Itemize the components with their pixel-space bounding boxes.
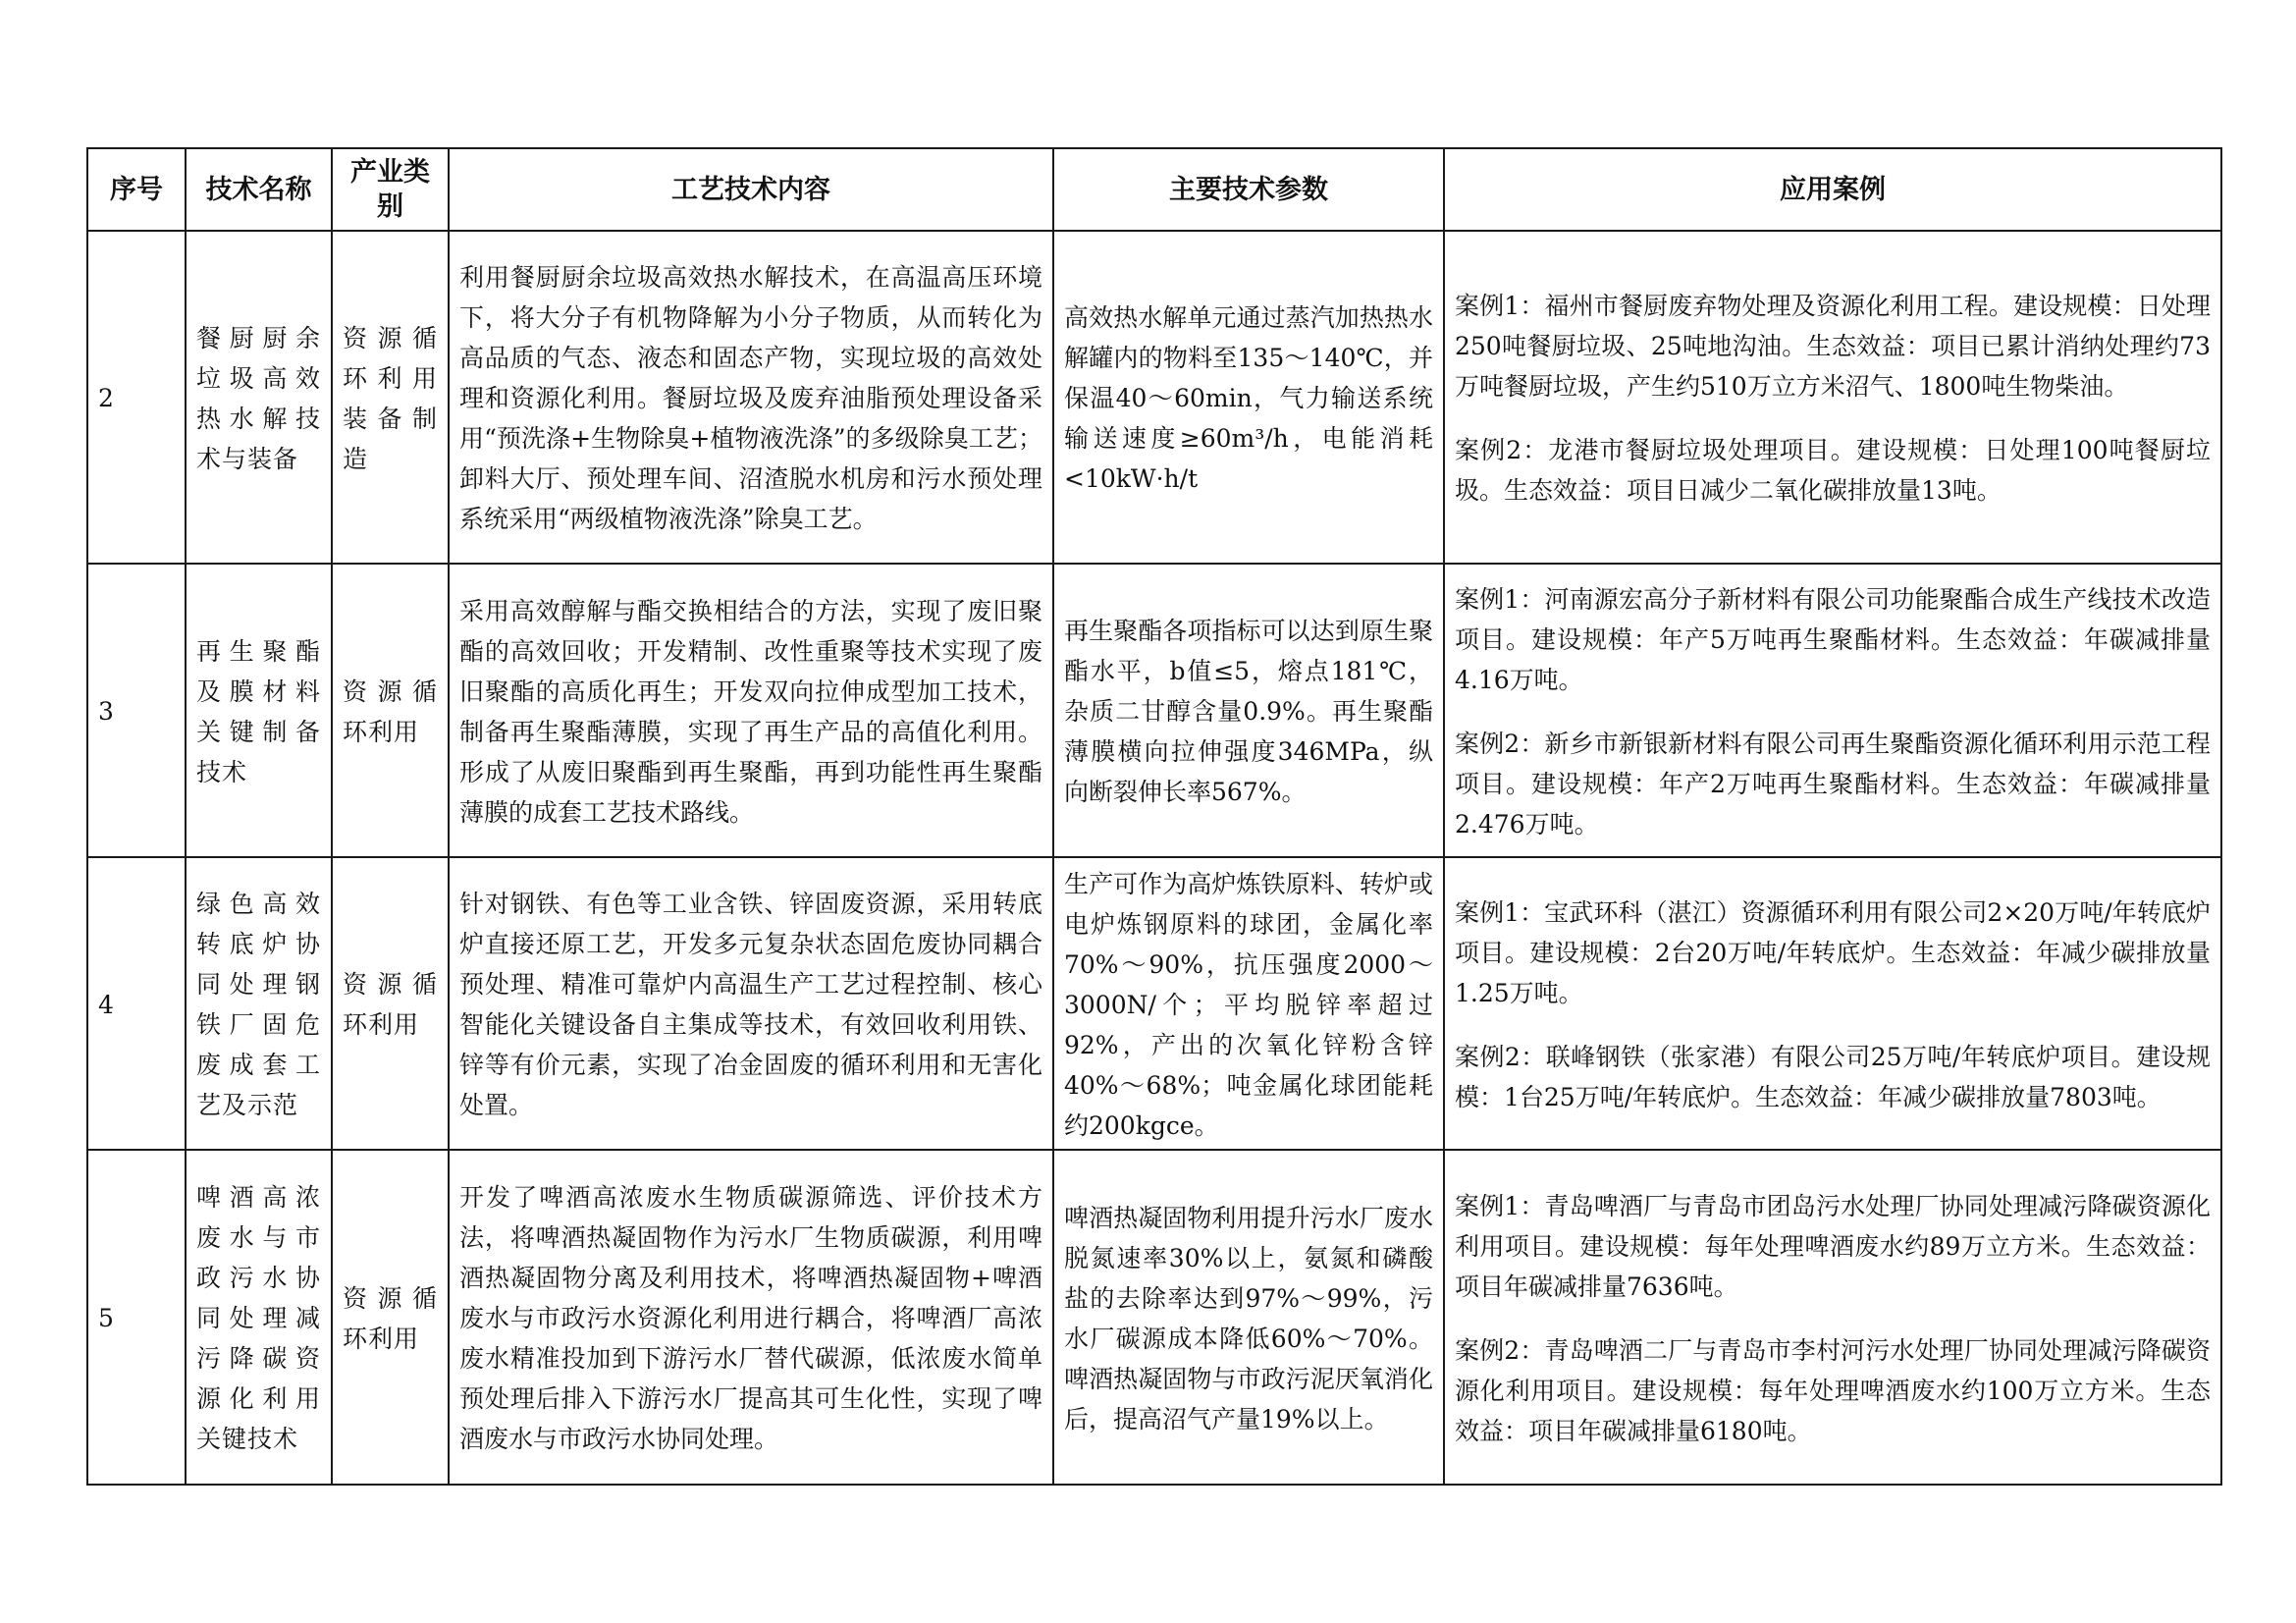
application-cases-cell <box>1444 231 2221 564</box>
technical-parameters-cell: 再生聚酯各项指标可以达到原生聚酯水平，b值≤5，熔点181℃，杂质二甘醇含量0.9%。再生聚酯薄膜横向拉伸强度346MPa，纵向断裂伸长率567%。 <box>1053 564 1444 857</box>
table-row <box>87 857 2221 1150</box>
table-row <box>87 231 2221 564</box>
technology-table <box>86 147 2222 1486</box>
industry-category-cell: 资源循环利用 <box>332 1150 449 1485</box>
table-row <box>87 564 2221 857</box>
application-cases-cell <box>1444 564 2221 857</box>
header-technology-name: 技术名称 <box>186 148 332 231</box>
table-row <box>87 1150 2221 1485</box>
case-1: 案例1：青岛啤酒厂与青岛市团岛污水处理厂协同处理减污降碳资源化利用项目。建设规模：每年处理啤酒废水约89万立方米。生态效益：项目年碳减排量7636吨。 <box>1455 1191 2211 1301</box>
process-content-cell: 开发了啤酒高浓废水生物质碳源筛选、评价技术方法，将啤酒热凝固物作为污水厂生物质碳源，利用啤酒热凝固物分离及利用技术，将啤酒热凝固物+啤酒废水与市政污水资源化利用进行耦合，将啤酒厂高浓废水精准投加到下游污水厂替代碳源，低浓废水简单预处理后排入下游污水厂提高其可生化性，实现了啤酒废水与市政污水协同处理。 <box>449 1150 1053 1485</box>
header-application-cases: 应用案例 <box>1444 148 2221 231</box>
technical-parameters-cell: 啤酒热凝固物利用提升污水厂废水脱氮速率30%以上，氨氮和磷酸盐的去除率达到97%～99%，污水厂碳源成本降低60%～70%。啤酒热凝固物与市政污泥厌氧消化后，提高沼气产量19%以上。 <box>1053 1150 1444 1485</box>
case-2: 案例2：青岛啤酒二厂与青岛市李村河污水处理厂协同处理减污降碳资源化利用项目。建设规模：每年处理啤酒废水约100万立方米。生态效益：项目年碳减排量6180吨。 <box>1455 1335 2211 1445</box>
header-process-content: 工艺技术内容 <box>449 148 1053 231</box>
serial-number-cell: 4 <box>87 857 186 1150</box>
header-industry-category: 产业类别 <box>332 148 449 231</box>
technology-name-cell: 再生聚酯及膜材料关键制备技术 <box>186 564 332 857</box>
technology-name-cell: 啤酒高浓废水与市政污水协同处理减污降碳资源化利用关键技术 <box>186 1150 332 1485</box>
technology-name-cell: 绿色高效转底炉协同处理钢铁厂固危废成套工艺及示范 <box>186 857 332 1150</box>
industry-category-cell: 资源循环利用装备制造 <box>332 231 449 564</box>
technology-name-cell: 餐厨厨余垃圾高效热水解技术与装备 <box>186 231 332 564</box>
case-2: 案例2：龙港市餐厨垃圾处理项目。建设规模：日处理100吨餐厨垃圾。生态效益：项目日减少二氧化碳排放量13吨。 <box>1455 436 2211 505</box>
industry-category-cell: 资源循环利用 <box>332 564 449 857</box>
process-content-cell: 利用餐厨厨余垃圾高效热水解技术，在高温高压环境下，将大分子有机物降解为小分子物质，从而转化为高品质的气态、液态和固态产物，实现垃圾的高效处理和资源化利用。餐厨垃圾及废弃油脂预处理设备采用“预洗涤+生物除臭+植物液洗涤”的多级除臭工艺；卸料大厅、预处理车间、沼渣脱水机房和污水预处理系统采用“两级植物液洗涤”除臭工艺。 <box>449 231 1053 564</box>
technical-parameters-cell: 生产可作为高炉炼铁原料、转炉或电炉炼钢原料的球团，金属化率70%～90%，抗压强度2000～3000N/个；平均脱锌率超过92%，产出的次氧化锌粉含锌40%～68%；吨金属化球团能耗约200kgce。 <box>1053 857 1444 1150</box>
process-content-cell: 采用高效醇解与酯交换相结合的方法，实现了废旧聚酯的高效回收；开发精制、改性重聚等技术实现了废旧聚酯的高质化再生；开发双向拉伸成型加工技术，制备再生聚酯薄膜，实现了再生产品的高值化利用。形成了从废旧聚酯到再生聚酯，再到功能性再生聚酯薄膜的成套工艺技术路线。 <box>449 564 1053 857</box>
header-technical-parameters: 主要技术参数 <box>1053 148 1444 231</box>
table-header-row <box>87 148 2221 231</box>
application-cases-cell <box>1444 1150 2221 1485</box>
serial-number-cell: 2 <box>87 231 186 564</box>
header-serial-number: 序号 <box>87 148 186 231</box>
case-1: 案例1：福州市餐厨废弃物处理及资源化利用工程。建设规模：日处理250吨餐厨垃圾、25吨地沟油。生态效益：项目已累计消纳处理约73万吨餐厨垃圾，产生约510万立方米沼气、1800吨生物柴油。 <box>1455 292 2211 401</box>
process-content-cell: 针对钢铁、有色等工业含铁、锌固废资源，采用转底炉直接还原工艺，开发多元复杂状态固危废协同耦合预处理、精准可靠炉内高温生产工艺过程控制、核心智能化关键设备自主集成等技术，有效回收利用铁、锌等有价元素，实现了冶金固废的循环利用和无害化处置。 <box>449 857 1053 1150</box>
serial-number-cell: 5 <box>87 1150 186 1485</box>
case-2: 案例2：新乡市新银新材料有限公司再生聚酯资源化循环利用示范工程项目。建设规模：年产2万吨再生聚酯材料。生态效益：年碳减排量2.476万吨。 <box>1455 729 2211 839</box>
application-cases-cell <box>1444 857 2221 1150</box>
technical-parameters-cell: 高效热水解单元通过蒸汽加热热水解罐内的物料至135～140℃，并保温40～60min，气力输送系统输送速度≥60m³/h，电能消耗<10kW·h/t <box>1053 231 1444 564</box>
serial-number-cell: 3 <box>87 564 186 857</box>
industry-category-cell: 资源循环利用 <box>332 857 449 1150</box>
case-2: 案例2：联峰钢铁（张家港）有限公司25万吨/年转底炉项目。建设规模：1台25万吨/年转底炉。生态效益：年减少碳排放量7803吨。 <box>1455 1042 2211 1111</box>
case-1: 案例1：河南源宏高分子新材料有限公司功能聚酯合成生产线技术改造项目。建设规模：年产5万吨再生聚酯材料。生态效益：年碳减排量4.16万吨。 <box>1455 584 2211 694</box>
case-1: 案例1：宝武环科（湛江）资源循环利用有限公司2×20万吨/年转底炉项目。建设规模：2台20万吨/年转底炉。生态效益：年减少碳排放量1.25万吨。 <box>1455 897 2211 1007</box>
